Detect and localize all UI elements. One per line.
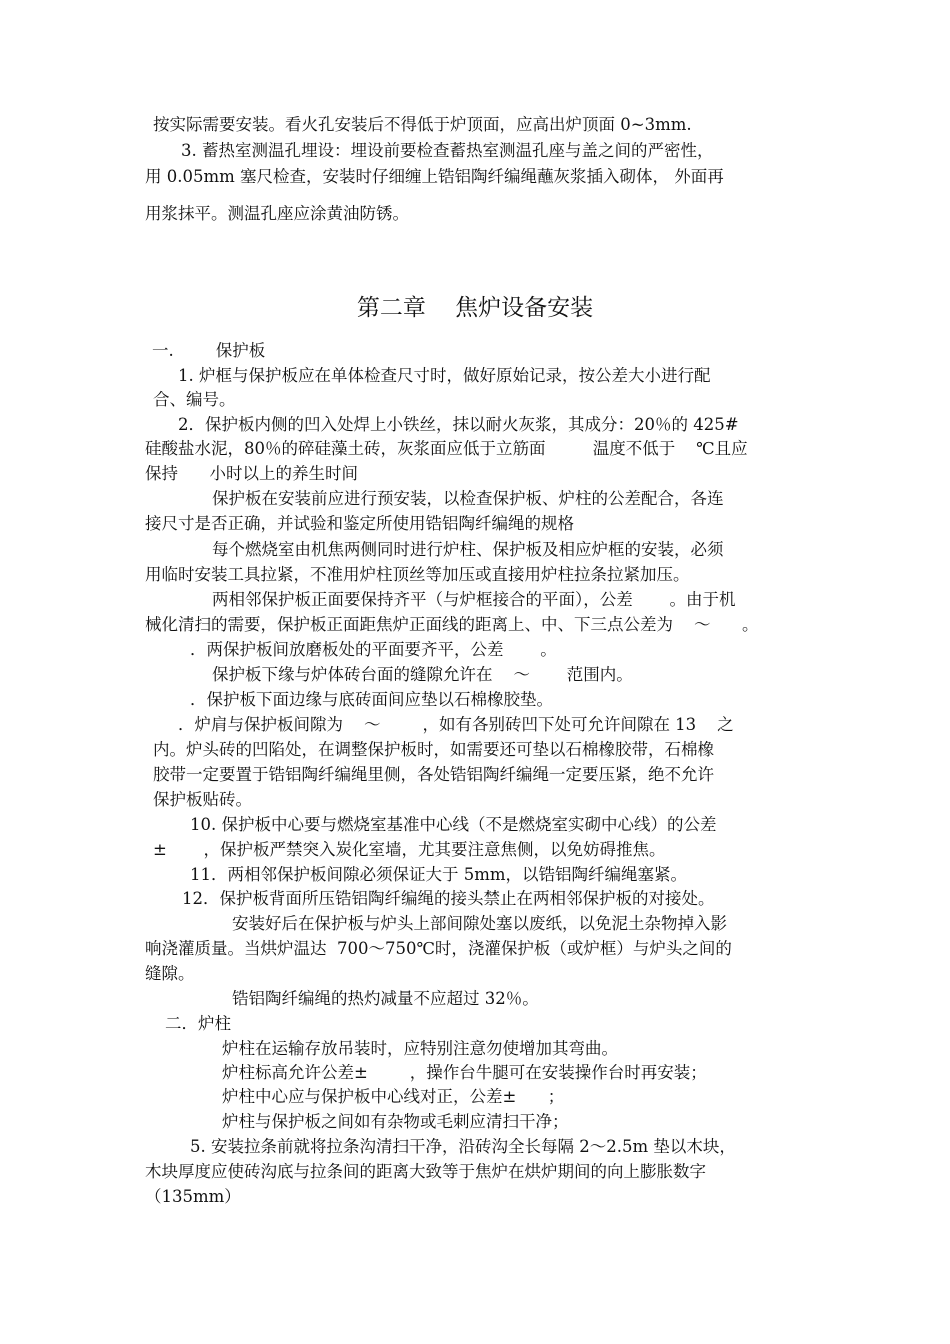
text-line-28: 安装好后在保护板与炉头上部间隙处塞以废纸，以免泥土杂物掉入影 xyxy=(232,914,727,933)
text-line-14: 用临时安装工具拉紧，不准用炉柱顶丝等加压或直接用炉柱拉条拉紧加压。 xyxy=(145,565,690,584)
text-line-12: 接尺寸是否正确，并试验和鉴定所使用锆铝陶纤编绳的规格 xyxy=(145,514,574,533)
text-line-35: 炉柱中心应与保护板中心线对正，公差± ； xyxy=(222,1087,565,1106)
text-line-21: 内。炉头砖的凹陷处，在调整保护板时，如需要还可垫以石棉橡胶带，石棉橡 xyxy=(153,740,714,759)
text-line-26: 11．两相邻保护板间隙必须保证大于 5mm，以锆铝陶纤编绳塞紧。 xyxy=(190,865,688,884)
text-line-24: 10. 保护板中心要与燃烧室基准中心线（不是燃烧室实砌中心线）的公差 xyxy=(190,815,717,834)
text-line-1: 按实际需要安装。看火孔安装后不得低于炉顶面，应高出炉顶面 0~3mm. xyxy=(153,115,692,134)
text-line-19: ．保护板下面边缘与底砖面间应垫以石棉橡胶垫。 xyxy=(190,690,553,709)
text-line-13: 每个燃烧室由机焦两侧同时进行炉柱、保护板及相应炉框的安装，必须 xyxy=(212,540,724,559)
text-line-39: （135mm） xyxy=(145,1187,241,1206)
section-heading-1: 一. 保护板 xyxy=(152,341,266,360)
text-line-16: 械化清扫的需要，保护板正面距焦炉正面线的距离上、中、下三点公差为 ～ 。 xyxy=(145,615,759,634)
text-line-9: 硅酸盐水泥，80％的碎硅藻土砖，灰浆面应低于立筋面 温度不低于 ℃且应 xyxy=(145,439,748,458)
text-line-20: ．炉肩与保护板间隙为 ～ ，如有各别砖凹下处可允许间隙在 13 之 xyxy=(178,715,734,734)
text-line-34: 炉柱标高允许公差± ，操作台牛腿可在安装操作台时再安装； xyxy=(222,1063,707,1082)
text-line-8: 2．保护板内侧的凹入处焊上小铁丝，抹以耐火灰浆，其成分：20％的 425# xyxy=(178,415,739,434)
text-line-33: 炉柱在运输存放吊装时，应特别注意勿使增加其弯曲。 xyxy=(222,1039,618,1058)
text-line-2: 3. 蓄热室测温孔埋设：埋设前要检查蓄热室测温孔座与盖之间的严密性， xyxy=(181,141,714,160)
text-line-4: 用浆抹平。测温孔座应涂黄油防锈。 xyxy=(145,204,409,223)
text-line-10: 保持 小时以上的养生时间 xyxy=(145,464,358,483)
text-line-31: 锆铝陶纤编绳的热灼减量不应超过 32％。 xyxy=(232,989,539,1008)
text-line-11: 保护板在安装前应进行预安装，以检查保护板、炉柱的公差配合，各连 xyxy=(212,489,724,508)
text-line-36: 炉柱与保护板之间如有杂物或毛刺应清扫干净； xyxy=(222,1112,569,1131)
chapter-title: 第二章 焦炉设备安装 xyxy=(356,295,594,321)
text-line-23: 保护板贴砖。 xyxy=(153,790,252,809)
text-line-18: 保护板下缘与炉体砖台面的缝隙允许在 ～ 范围内。 xyxy=(212,665,633,684)
text-line-38: 木块厚度应使砖沟底与拉条间的距离大致等于焦炉在烘炉期间的向上膨胀数字 xyxy=(145,1162,706,1181)
text-line-6: 1. 炉框与保护板应在单体检查尺寸时，做好原始记录，按公差大小进行配 xyxy=(178,366,711,385)
text-line-17: ．两保护板间放磨板处的平面要齐平，公差 。 xyxy=(190,640,557,659)
text-line-7: 合、编号。 xyxy=(153,390,236,409)
text-line-29: 响浇灌质量。当烘炉温达 700～750℃时，浇灌保护板（或炉框）与炉头之间的 xyxy=(145,939,732,958)
text-line-3: 用 0.05mm 塞尺检查，安装时仔细缠上锆铝陶纤编绳蘸灰浆插入砌体， 外面再 xyxy=(145,167,724,186)
text-line-30: 缝隙。 xyxy=(145,964,195,983)
text-line-37: 5. 安装拉条前就将拉条沟清扫干净，沿砖沟全长每隔 2～2.5m 垫以木块， xyxy=(190,1137,736,1156)
text-line-22: 胶带一定要置于锆铝陶纤编绳里侧，各处锆铝陶纤编绳一定要压紧，绝不允许 xyxy=(153,765,714,784)
text-line-27: 12．保护板背面所压锆铝陶纤编绳的接头禁止在两相邻保护板的对接处。 xyxy=(182,889,715,908)
text-line-15: 两相邻保护板正面要保持齐平（与炉框接合的平面），公差 。由于机 xyxy=(212,590,736,609)
text-line-25: ± ，保护板严禁突入炭化室墙，尤其要注意焦侧，以免妨碍推焦。 xyxy=(153,840,666,859)
section-heading-2: 二．炉柱 xyxy=(165,1014,231,1033)
